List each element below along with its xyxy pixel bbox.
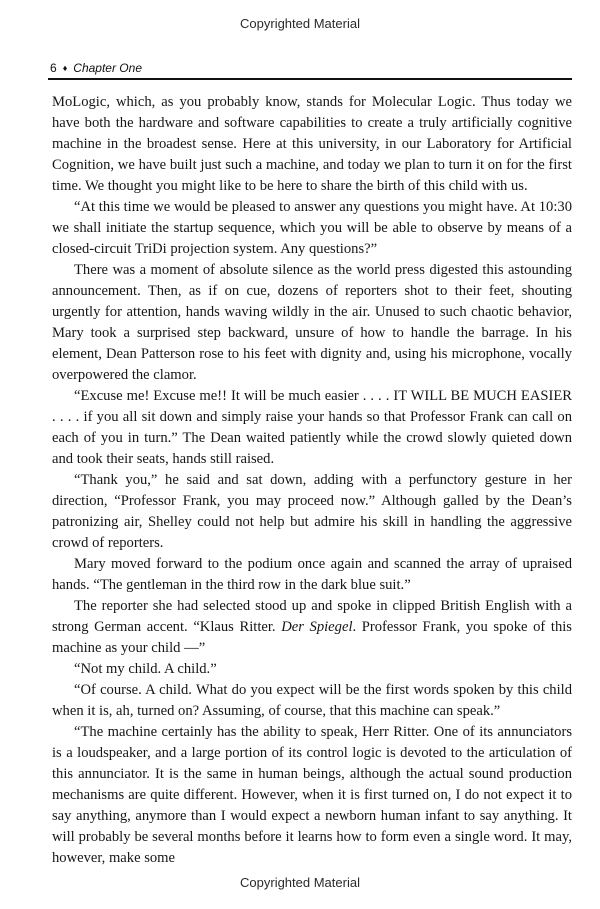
paragraph-6: Mary moved forward to the podium once again and scanned the array of upraised hands. “The gentleman in the third row in the dark blue suit.” <box>52 556 572 593</box>
header-rule <box>48 78 572 80</box>
paragraph-9: “Of course. A child. What do you expect will be the first words spoken by this child when it is, ah, turned on? Assuming, of course, that this machine can speak.” <box>52 682 572 719</box>
chapter-title: Chapter One <box>73 61 142 75</box>
paragraph-5: “Thank you,” he said and sat down, adding with a perfunctory gesture in her direction, “Professor Frank, you may proceed now.” Although galled by the Dean’s patronizing air, Shelley could not help but admire his skill in handling the aggressive crowd of reporters. <box>52 472 572 551</box>
page-body <box>52 92 572 869</box>
copyright-banner-bottom: Copyrighted Material <box>240 875 360 890</box>
diamond-separator-icon: ♦ <box>62 63 68 73</box>
paragraph-4: “Excuse me! Excuse me!! It will be much easier . . . . IT WILL BE MUCH EASIER . . . . if you all sit down and simply raise your hands so that Professor Frank can call on each of you in turn.” The Dean waited patiently while the crowd slowly quieted down and took their seats, hands still raised. <box>52 388 572 467</box>
paragraph-2: “At this time we would be pleased to answer any questions you might have. At 10:30 we shall initiate the startup sequence, which you will be able to observe by means of a closed-circuit TriDi projection system. Any questions?” <box>52 199 572 257</box>
running-head <box>50 61 142 75</box>
paragraph-3: There was a moment of absolute silence as the world press digested this astounding announcement. Then, as if on cue, dozens of reporters shot to their feet, shouting urgently for attention, hands waving wildly in the air. Unused to such chaotic behavior, Mary took a surprised step backward, unsure of how to handle the barrage. In his element, Dean Patterson rose to his feet with dignity and, using his microphone, vocally overpowered the clamor. <box>52 262 572 383</box>
publication-name: Der Spiegel <box>281 619 353 635</box>
copyright-banner-top: Copyrighted Material <box>240 16 360 31</box>
paragraph-7-start: The reporter she had selected stood up and spoke in clipped British English with a strong German accent. “Klaus Ritter. <box>52 598 572 635</box>
paragraph-7-end: . Professor Frank, you spoke of this machine as your child —” <box>52 619 572 656</box>
page-number: 6 <box>50 61 57 75</box>
paragraph-7 <box>52 596 572 659</box>
paragraph-10: “The machine certainly has the ability to speak, Herr Ritter. One of its annunciators is a loudspeaker, and a large portion of its control logic is devoted to the articulation of this annunciator. It is the same in human beings, although the actual sound production mechanisms are quite different. However, when it is first turned on, I do not expect it to say anything, anymore than I would expect a newborn human infant to say anything. It will probably be several months before it learns how to form even a single word. It may, however, make some <box>52 724 572 866</box>
paragraph-8: “Not my child. A child.” <box>74 661 217 677</box>
paragraph-1: MoLogic, which, as you probably know, stands for Molecular Logic. Thus today we have both the hardware and software capabilities to create a truly artificially cognitive machine in the broadest sense. Here at this university, in our Laboratory for Artificial Cognition, we have built just such a machine, and today we plan to turn it on for the first time. We thought you might like to be here to share the birth of this child with us. <box>52 94 572 194</box>
